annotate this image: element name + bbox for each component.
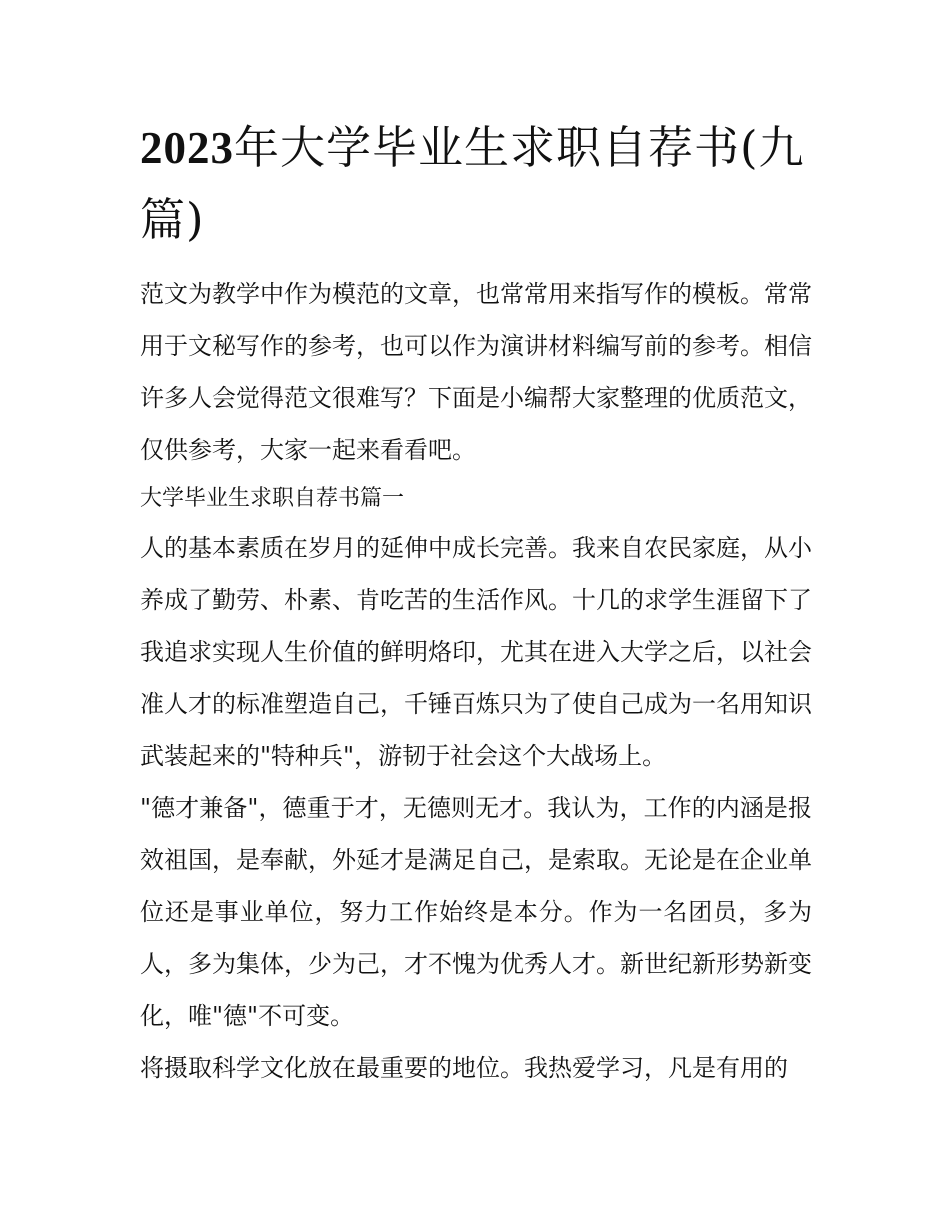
title-year: 2023	[140, 123, 234, 173]
body-paragraph-3: 将摄取科学文化放在最重要的地位。我热爱学习，凡是有用的	[140, 1054, 788, 1082]
section-heading: 大学毕业生求职自荐书篇一	[140, 486, 405, 511]
intro-paragraph: 范文为教学中作为模范的文章，也常常用来指写作的模板。常常用于文秘写作的参考，也可以作为演讲材料编写前的参考。相信许多人会觉得范文很难写？下面是小编帮大家整理的优质范文，仅供参考，大家一起来看看吧。	[140, 280, 812, 464]
document-body	[140, 268, 812, 1094]
document-title	[140, 112, 812, 256]
body-paragraph-1: 人的基本素质在岁月的延伸中成长完善。我来自农民家庭，从小养成了勤劳、朴素、肯吃苦的生活作风。十几的求学生涯留下了我追求实现人生价值的鲜明烙印，尤其在进入大学之后，以社会准人才的标准塑造自己，千锤百炼只为了使自己成为一名用知识武装起来的"特种兵"，游韧于社会这个大战场上。	[140, 534, 812, 770]
body-paragraph-2: "德才兼备"，德重于才，无德则无才。我认为，工作的内涵是报效祖国，是奉献，外延才是满足自己，是索取。无论是在企业单位还是事业单位，努力工作始终是本分。作为一名团员，多为人，多为集体，少为己，才不愧为优秀人才。新世纪新形势新变化，唯"德"不可变。	[140, 794, 812, 1030]
title-text: 年大学毕业生求职自荐书(九篇)	[140, 121, 805, 246]
document-content	[140, 112, 812, 1094]
